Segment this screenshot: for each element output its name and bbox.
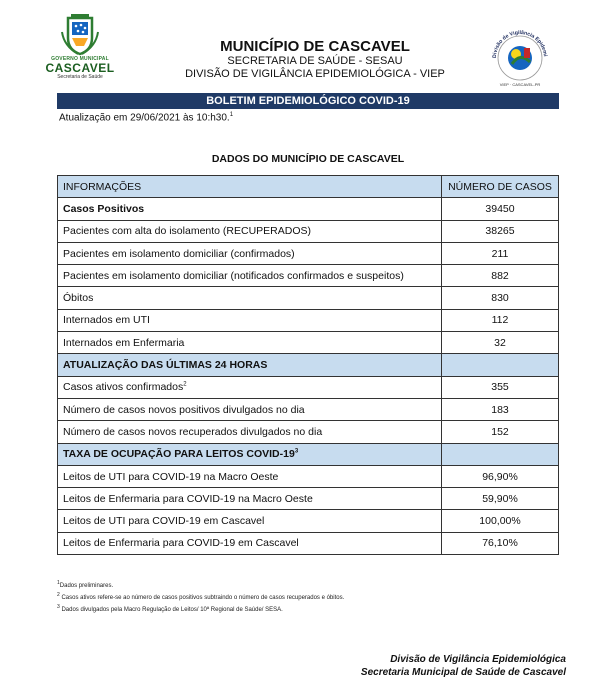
- row-value: 211: [442, 242, 559, 264]
- section-row-last-24h: [58, 354, 559, 376]
- section-label: [58, 443, 442, 465]
- footnote: [57, 603, 344, 615]
- logo-sec-text: Secretaria de Saúde: [57, 74, 103, 80]
- row-label: Leitos de UTI para COVID-19 em Cascavel: [58, 510, 442, 532]
- row-label: Casos Positivos: [58, 198, 442, 220]
- footnote-text: Dados preliminares.: [59, 583, 114, 589]
- table-row: [58, 465, 559, 487]
- table-row: [58, 532, 559, 554]
- section-label: ATUALIZAÇÃO DAS ÚLTIMAS 24 HORAS: [58, 354, 442, 376]
- table-row: [58, 242, 559, 264]
- row-label: Leitos de Enfermaria para COVID-19 na Macro Oeste: [58, 488, 442, 510]
- row-label: [58, 376, 442, 398]
- row-value: 76,10%: [442, 532, 559, 554]
- row-label: Leitos de UTI para COVID-19 na Macro Oeste: [58, 465, 442, 487]
- row-label: Internados em Enfermaria: [58, 332, 442, 354]
- table-row: [58, 488, 559, 510]
- table-row: [58, 376, 559, 398]
- logo-gov-text: GOVERNO MUNICIPAL: [51, 56, 109, 62]
- table-row: [58, 510, 559, 532]
- row-value: [442, 443, 559, 465]
- row-label: Número de casos novos recuperados divulgados no dia: [58, 421, 442, 443]
- footnotes: [57, 579, 344, 615]
- section-label-text: TAXA DE OCUPAÇÃO PARA LEITOS COVID-19: [63, 448, 295, 461]
- footnote: [57, 579, 344, 591]
- header-col-info: INFORMAÇÕES: [58, 176, 442, 198]
- table-row: [58, 309, 559, 331]
- row-label-text: Casos ativos confirmados: [63, 381, 184, 394]
- logo-bottom-text: VIEP · CASCAVEL-PR: [499, 82, 541, 87]
- table-row: [58, 332, 559, 354]
- header-line2: SECRETARIA DE SAÚDE - SESAU: [227, 55, 403, 67]
- row-label: Pacientes com alta do isolamento (RECUPERADOS): [58, 220, 442, 242]
- coat-of-arms-icon: [60, 12, 100, 56]
- signature-line1: Divisão de Vigilância Epidemiológica: [390, 654, 566, 665]
- logo-city-text: CASCAVEL: [45, 61, 115, 75]
- signature-line2: Secretaria Municipal de Saúde de Cascavel: [360, 667, 566, 678]
- header-col-cases: NÚMERO DE CASOS: [442, 176, 559, 198]
- row-value: 39450: [442, 198, 559, 220]
- row-value: 830: [442, 287, 559, 309]
- footnote-number: 3: [57, 604, 60, 610]
- row-value: 38265: [442, 220, 559, 242]
- row-value: 152: [442, 421, 559, 443]
- row-label: Internados em UTI: [58, 309, 442, 331]
- row-value: 882: [442, 265, 559, 287]
- row-value: 183: [442, 398, 559, 420]
- update-footnote-ref: 1: [229, 112, 234, 118]
- section-row-bed-occupancy: [58, 443, 559, 465]
- row-value: 355: [442, 376, 559, 398]
- table-row: [58, 287, 559, 309]
- footnote-number: 2: [57, 592, 60, 598]
- row-label: Pacientes em isolamento domiciliar (confirmados): [58, 242, 442, 264]
- table-row: [58, 421, 559, 443]
- footnote-text: Dados divulgados pela Macro Regulação de Leitos/ 10ª Regional de Saúde/ SESA.: [61, 607, 283, 613]
- footnote-ref: 2: [183, 381, 187, 388]
- footnote-text: Casos ativos refere-se ao número de casos positivos subtraindo o número de casos recuperados e óbitos.: [61, 595, 345, 601]
- table-row: [58, 198, 559, 220]
- table-row: [58, 220, 559, 242]
- footnote-ref: 3: [294, 448, 299, 455]
- row-value: [442, 354, 559, 376]
- row-value: 59,90%: [442, 488, 559, 510]
- footnote-number: 1: [57, 580, 60, 586]
- row-label: Pacientes em isolamento domiciliar (notificados confirmados e suspeitos): [58, 265, 442, 287]
- viep-logo: [486, 22, 554, 90]
- row-label: Óbitos: [58, 287, 442, 309]
- header-line3: DIVISÃO DE VIGILÂNCIA EPIDEMIOLÓGICA - VIEP: [185, 68, 445, 80]
- row-label: Número de casos novos positivos divulgados no dia: [58, 398, 442, 420]
- signature-block: [361, 653, 566, 679]
- bulletin-banner: BOLETIM EPIDEMIOLÓGICO COVID-19: [57, 93, 559, 109]
- row-label: Leitos de Enfermaria para COVID-19 em Cascavel: [58, 532, 442, 554]
- section-title: DADOS DO MUNICÍPIO DE CASCAVEL: [211, 153, 405, 165]
- row-value: 32: [442, 332, 559, 354]
- logo-arc-text: Divisão de Vigilância Epidemi: [491, 29, 548, 59]
- document-header: [150, 38, 480, 81]
- table-row: [58, 398, 559, 420]
- table-header-row: [58, 176, 559, 198]
- cascavel-municipal-logo: [40, 12, 120, 82]
- cases-table: [57, 175, 559, 555]
- update-timestamp: [59, 112, 233, 123]
- row-value: 96,90%: [442, 465, 559, 487]
- viep-emblem-icon: [486, 22, 554, 90]
- row-value: 100,00%: [442, 510, 559, 532]
- header-title: MUNICÍPIO DE CASCAVEL: [220, 38, 410, 55]
- row-value: 112: [442, 309, 559, 331]
- footnote: [57, 591, 344, 603]
- update-text: Atualização em 29/06/2021 às 10:h30.: [59, 112, 230, 124]
- table-row: [58, 265, 559, 287]
